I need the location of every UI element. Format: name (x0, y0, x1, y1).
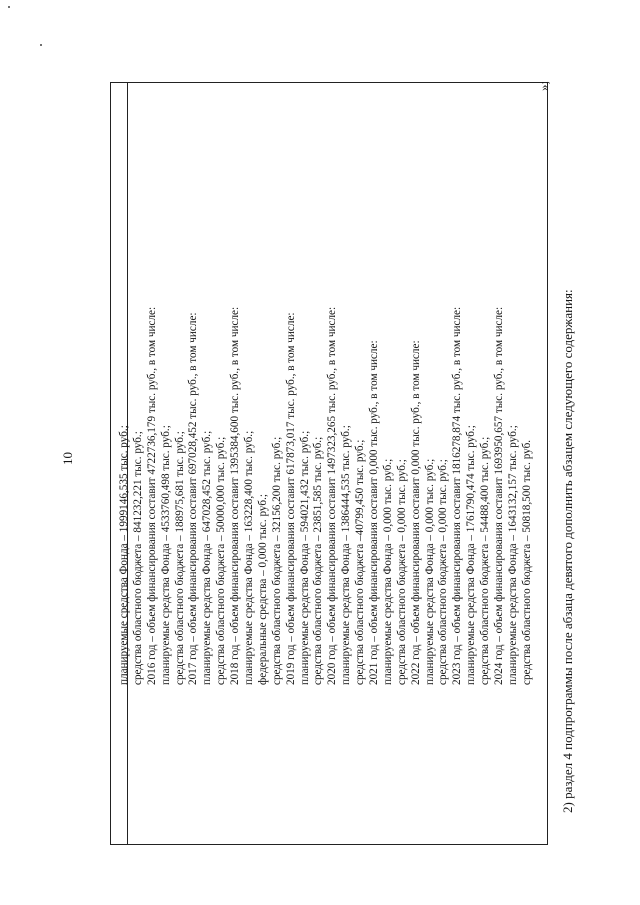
text-line: планируемые средства Фонда – 0,000 тыс. руб.; (381, 458, 394, 685)
text-line: средства областного бюджета – 32156,200 тыс. руб.; (270, 436, 283, 685)
scan-speck (40, 44, 42, 46)
footer-paragraph: 2) раздел 4 подпрограммы после абзаца девятого дополнить абзацем следующего содержания: (560, 289, 575, 813)
text-line: планируемые средства Фонда – 647028,452 тыс. руб.; (201, 430, 214, 685)
financing-text (118, 85, 535, 685)
text-line: планируемые средства Фонда – 163228,400 тыс. руб.; (243, 430, 256, 685)
text-line: средства областного бюджета – 50818,500 тыс. руб. (520, 439, 533, 685)
text-line: 2019 год – объем финансирования составит 617873,017 тыс. руб., в том числе: (284, 312, 297, 685)
text-line: планируемые средства Фонда – 1643132,157 тыс. руб.; (506, 425, 519, 685)
text-line: планируемые средства Фонда – 0,000 тыс. руб.; (423, 458, 436, 685)
text-line: федеральные средства – 0,000 тыс. руб.; (256, 494, 269, 685)
text-line: средства областного бюджета –40799,450 тыс. руб.; (354, 439, 367, 685)
text-line: планируемые средства Фонда – 1386444,535 тыс. руб.; (340, 425, 353, 685)
text-line: планируемые средства Фонда – 594021,432 тыс. руб.; (298, 430, 311, 685)
closing-quote: »; (536, 80, 551, 91)
text-line: средства областного бюджета – 0,000 тыс. руб.; (437, 459, 450, 685)
text-line: 2020 год – объем финансирования составит 1497323,265 тыс. руб., в том числе: (326, 306, 339, 685)
text-line: 2022 год – объем финансирования составит 0,000 тыс. руб., в том числе: (409, 340, 422, 685)
text-line: 2021 год – объем финансирования составит 0,000 тыс. руб., в том числе: (368, 340, 381, 685)
text-line: 2024 год – объем финансирования составит 1693950,657 тыс. руб., в том числе: (493, 306, 506, 685)
text-line: 2023 год – объем финансирования составит 1816278,874 тыс. руб., в том числе: (451, 306, 464, 685)
scan-speck (8, 6, 10, 8)
text-line: средства областного бюджета – 0,000 тыс. руб.; (395, 459, 408, 685)
page-number: 10 (60, 452, 75, 465)
text-line: планируемые средства Фонда – 1999146,535 тыс. руб.; (118, 425, 130, 685)
text-line: средства областного бюджета – 188975,681 тыс. руб.; (173, 431, 186, 685)
text-line: планируемые средства Фонда – 1761790,474 тыс. руб.; (465, 425, 478, 685)
text-line: средства областного бюджета – 841232,221 тыс. руб.; (131, 431, 144, 685)
text-line: средства областного бюджета – 50000,000 тыс. руб.; (215, 436, 228, 685)
text-line: средства областного бюджета – 54488,400 тыс. руб.; (479, 436, 492, 685)
text-line: 2018 год – объем финансирования составит 1395384,600 тыс. руб., в том числе: (229, 306, 242, 685)
text-line: планируемые средства Фонда – 4533760,498 тыс. руб.; (159, 425, 172, 685)
text-line: 2016 год – объем финансирования составит 4722736,179 тыс. руб., в том числе: (145, 306, 158, 685)
text-line: 2017 год – объем финансирования составит 697028,452 тыс. руб., в том числе: (187, 312, 200, 685)
text-line: средства областного бюджета – 23851,585 тыс. руб.; (312, 436, 325, 685)
